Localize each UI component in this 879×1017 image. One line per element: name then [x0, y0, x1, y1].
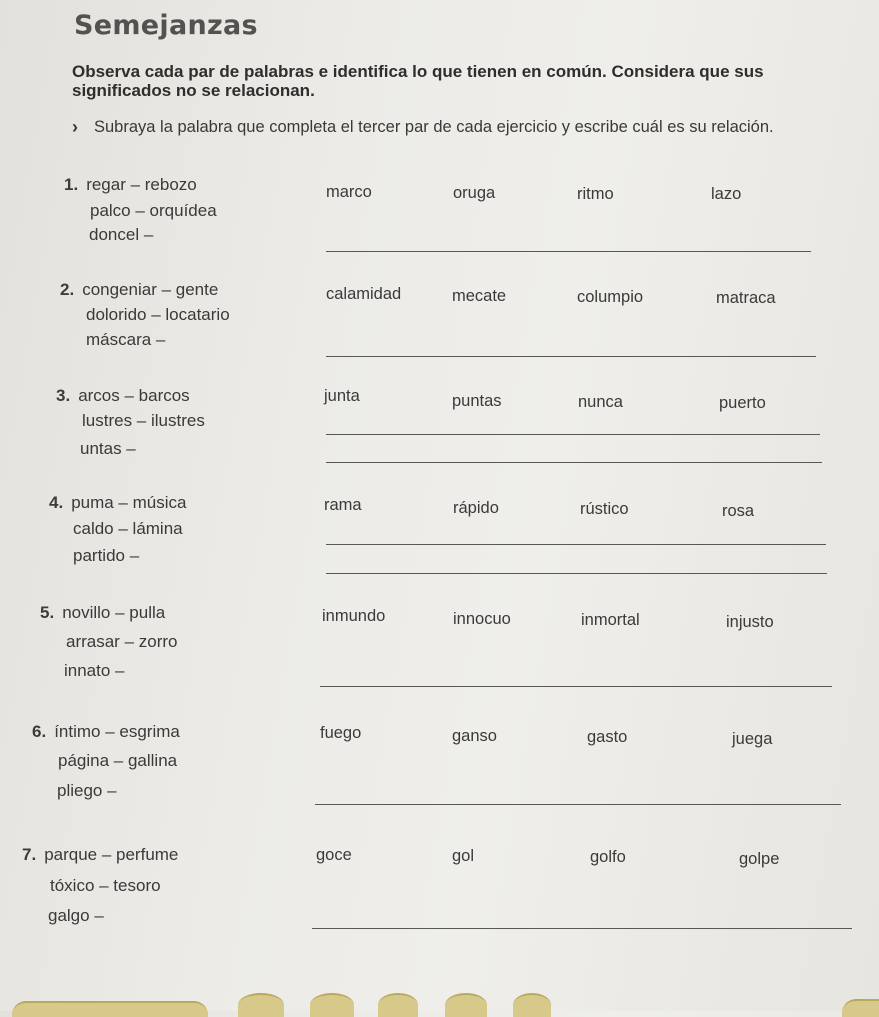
exercise-third-word: máscara – — [86, 330, 166, 349]
option-word[interactable]: rústico — [580, 500, 629, 518]
option-word[interactable]: oruga — [453, 184, 496, 202]
exercise-pair-2: página – gallina — [58, 751, 178, 770]
option-word[interactable]: injusto — [726, 613, 774, 631]
option-word[interactable]: inmortal — [581, 611, 640, 629]
footer-bump — [378, 993, 418, 1017]
option-word[interactable]: puerto — [719, 394, 766, 412]
exercise-number: 4. — [49, 493, 64, 512]
exercise-pair-2: dolorido – locatario — [86, 305, 230, 324]
option-word[interactable]: gol — [452, 847, 475, 865]
exercise-pair-2: palco – orquídea — [90, 201, 217, 220]
option-word[interactable]: gasto — [587, 728, 628, 746]
exercise-pair-1: 3. arcos – barcos — [56, 386, 190, 405]
exercise-number: 7. — [22, 845, 37, 864]
answer-line[interactable] — [326, 573, 827, 574]
option-word[interactable]: columpio — [577, 288, 644, 306]
exercise-number: 3. — [56, 386, 71, 405]
option-word[interactable]: golfo — [590, 848, 626, 866]
option-word[interactable]: innocuo — [453, 610, 511, 628]
instruction-text: Subraya la palabra que completa el tercer par de cada ejercicio y escribe cuál es su relación. — [94, 118, 774, 136]
answer-line[interactable] — [320, 686, 832, 687]
answer-line[interactable] — [326, 251, 811, 252]
option-word[interactable]: matraca — [716, 289, 776, 307]
option-word[interactable]: goce — [316, 846, 352, 864]
exercise-pair-1: 6. íntimo – esgrima — [32, 722, 180, 741]
option-word[interactable]: mecate — [452, 287, 507, 305]
option-word[interactable]: fuego — [320, 724, 362, 742]
exercise-pair-1: 1. regar – rebozo — [64, 175, 197, 194]
exercise-third-word: untas – — [80, 439, 136, 458]
answer-line[interactable] — [326, 462, 822, 463]
option-word[interactable]: golpe — [739, 850, 780, 868]
bullet-arrow-icon: › — [72, 117, 78, 137]
option-word[interactable]: nunca — [578, 393, 623, 411]
footer-band — [842, 999, 879, 1017]
exercise-third-word: doncel – — [89, 225, 154, 244]
exercise-third-word: pliego – — [57, 781, 117, 800]
answer-line[interactable] — [312, 928, 852, 929]
option-word[interactable]: rápido — [453, 499, 499, 517]
exercise-number: 6. — [32, 722, 47, 741]
exercise-pair-2: caldo – lámina — [73, 519, 183, 538]
footer-bump — [310, 993, 354, 1017]
footer-bump — [513, 993, 551, 1017]
option-word[interactable]: rosa — [722, 502, 755, 520]
option-word[interactable]: puntas — [452, 392, 502, 410]
exercise-number: 5. — [40, 603, 55, 622]
footer-band — [12, 1001, 208, 1017]
footer-bump — [238, 993, 284, 1017]
option-word[interactable]: ganso — [452, 727, 497, 745]
exercise-pair-1: 5. novillo – pulla — [40, 603, 166, 622]
exercise-pair-2: tóxico – tesoro — [50, 876, 161, 895]
intro-paragraph: Observa cada par de palabras e identifica lo que tienen en común. Considera que sus significados no se relacionan. — [72, 62, 764, 100]
option-word[interactable]: junta — [324, 387, 360, 405]
exercise-pair-1: 4. puma – música — [49, 493, 187, 512]
page-title: Semejanzas — [74, 10, 258, 41]
exercise-number: 1. — [64, 175, 79, 194]
option-word[interactable]: calamidad — [326, 285, 402, 303]
option-word[interactable]: rama — [324, 496, 362, 514]
answer-line[interactable] — [326, 356, 816, 357]
exercise-pair-1: 7. parque – perfume — [22, 845, 179, 864]
answer-line[interactable] — [326, 544, 826, 545]
footer-bump — [445, 993, 487, 1017]
exercise-pair-2: lustres – ilustres — [82, 411, 205, 430]
option-word[interactable]: juega — [732, 730, 773, 748]
exercise-number: 2. — [60, 280, 75, 299]
answer-line[interactable] — [315, 804, 841, 805]
exercise-pair-2: arrasar – zorro — [66, 632, 178, 651]
exercise-pair-1: 2. congeniar – gente — [60, 280, 219, 299]
exercise-third-word: innato – — [64, 661, 125, 680]
option-word[interactable]: marco — [326, 183, 372, 201]
exercise-third-word: galgo – — [48, 906, 104, 925]
answer-line[interactable] — [326, 434, 820, 435]
option-word[interactable]: lazo — [711, 185, 742, 203]
exercise-third-word: partido – — [73, 546, 140, 565]
option-word[interactable]: ritmo — [577, 185, 614, 203]
option-word[interactable]: inmundo — [322, 607, 386, 625]
